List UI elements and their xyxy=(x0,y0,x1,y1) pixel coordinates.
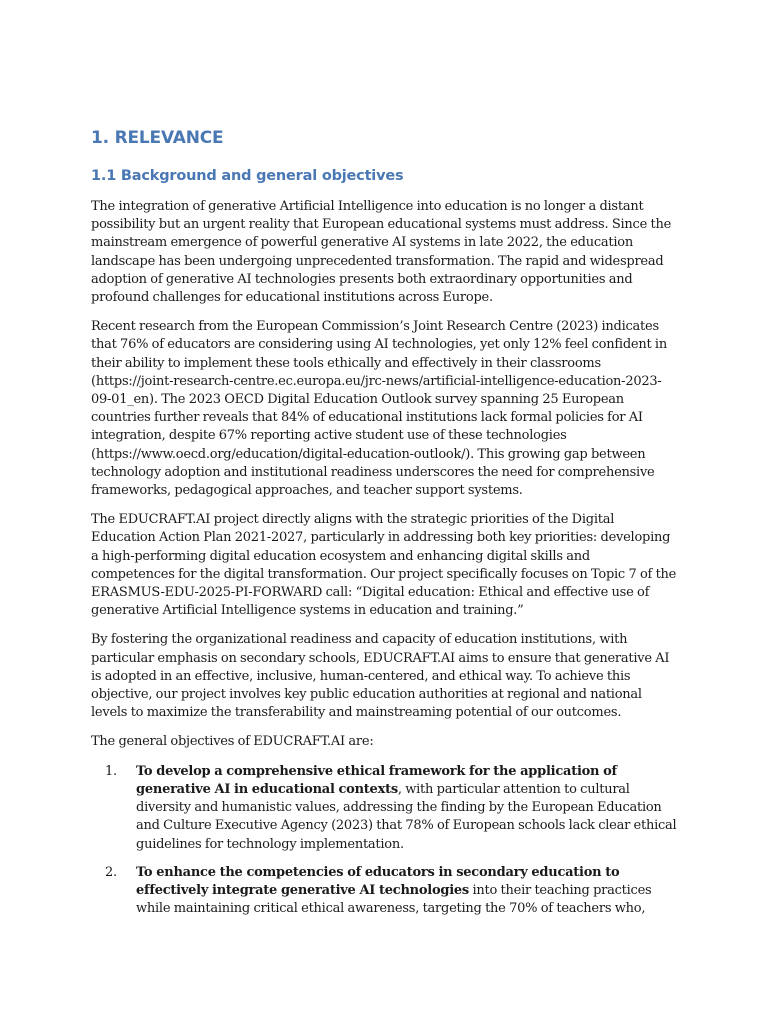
objective-number: 1. xyxy=(105,763,117,779)
paragraph-alignment: The EDUCRAFT.AI project directly aligns with the strategic priorities of the Digital Education Action Plan 2021-2027, particularly in addressing both key priorities: developing a high-performing digital education ecosystem and enhancing digital skills and competences for the digital transformation. Our project specifically focuses on Topic 7 of the ERASMUS-EDU-2025-PI-FORWARD call: “Digital education: Ethical and effective use of generative Artificial Intelligence systems in education and training.” xyxy=(91,512,677,619)
paragraph-research: Recent research from the European Commission’s Joint Research Centre (2023) indicates that 76% of educators are considering using AI technologies, yet only 12% feel confident in their ability to implement these tools ethically and effectively in their classrooms (https://joint-research-centre.ec.europa.eu/jrc-news/artificial-intelligence-education-2023-09-01_en). The 2023 OECD Digital Education Outlook survey spanning 25 European countries further reveals that 84% of educational institutions lack formal policies for AI integration, despite 67% reporting active student use of these technologies (https://www.oecd.org/education/digital-education-outlook/). This growing gap between technology adoption and institutional readiness underscores the need for comprehensive frameworks, pedagogical approaches, and teacher support systems. xyxy=(91,319,667,499)
paragraph-introduction: The integration of generative Artificial Intelligence into education is no longer a distant possibility but an urgent reality that European educational systems must address. Since the mainstream emergence of powerful generative AI systems in late 2022, the education landscape has been undergoing unprecedented transformation. The rapid and widespread adoption of generative AI technologies presents both extraordinary opportunities and profound challenges for educational institutions across Europe. xyxy=(91,199,672,306)
document-body xyxy=(91,127,677,928)
objective-bold-text: To enhance the competencies of educators in secondary education to effectively integrate generative AI technologies xyxy=(136,864,620,898)
objective-number: 2. xyxy=(105,864,117,880)
objectives-list xyxy=(91,763,677,919)
objective-item xyxy=(91,763,677,854)
objective-text: , with particular attention to cultural diversity and humanistic values, addressing the finding by the European Education and Culture Executive Agency (2023) that 78% of European schools lack clear ethical guidelines for technology implementation. xyxy=(136,781,677,852)
objective-item xyxy=(91,864,677,919)
objective-text: into their teaching practices while maintaining critical ethical awareness, targeting the 70% of teachers who, xyxy=(136,882,652,917)
subsection-heading: 1.1 Background and general objectives xyxy=(91,168,404,184)
objective-bold-text: To develop a comprehensive ethical framework for the application of generative AI in educational contexts xyxy=(136,763,617,797)
paragraph-objectives-intro: The general objectives of EDUCRAFT.AI are: xyxy=(91,734,374,750)
section-heading: 1. RELEVANCE xyxy=(91,128,224,148)
paragraph-readiness: By fostering the organizational readiness and capacity of education institutions, with particular emphasis on secondary schools, EDUCRAFT.AI aims to ensure that generative AI is adopted in an effective, inclusive, human-centered, and ethical way. To achieve this objective, our project involves key public education authorities at regional and national levels to maximize the transferability and mainstreaming potential of our outcomes. xyxy=(91,632,670,721)
